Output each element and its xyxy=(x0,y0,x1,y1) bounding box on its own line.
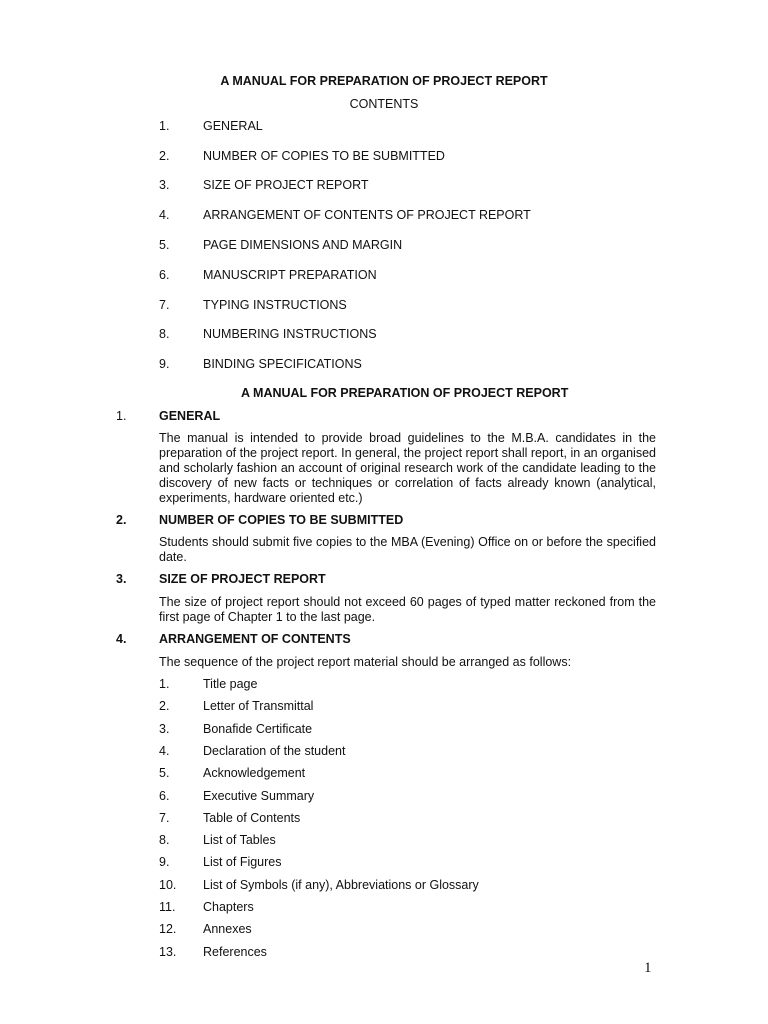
arrangement-item-label: Chapters xyxy=(203,900,254,914)
contents-item-label: MANUSCRIPT PREPARATION xyxy=(203,268,377,282)
arrangement-item-number: 1. xyxy=(159,677,170,691)
arrangement-item-label: Bonafide Certificate xyxy=(203,722,313,736)
contents-item-number: 4. xyxy=(159,208,170,222)
contents-item-number: 3. xyxy=(159,178,170,192)
arrangement-item-label: Title page xyxy=(203,677,258,691)
contents-heading: CONTENTS xyxy=(349,97,419,111)
arrangement-item-number: 5. xyxy=(159,766,170,780)
contents-item-label: ARRANGEMENT OF CONTENTS OF PROJECT REPORT xyxy=(203,208,531,222)
section-heading: NUMBER OF COPIES TO BE SUBMITTED xyxy=(159,513,404,527)
arrangement-item-label: Letter of Transmittal xyxy=(203,699,314,713)
arrangement-item-number: 11. xyxy=(159,900,176,914)
contents-item-number: 9. xyxy=(159,357,170,371)
arrangement-item-label: References xyxy=(203,945,267,959)
section-heading: GENERAL xyxy=(159,409,221,423)
contents-item-label: SIZE OF PROJECT REPORT xyxy=(203,178,369,192)
contents-item-label: NUMBERING INSTRUCTIONS xyxy=(203,327,377,341)
page-number: 1 xyxy=(644,960,652,976)
arrangement-item-number: 10. xyxy=(159,878,177,892)
arrangement-item-number: 4. xyxy=(159,744,170,758)
arrangement-item-number: 12. xyxy=(159,922,177,936)
arrangement-item-number: 7. xyxy=(159,811,170,825)
arrangement-item-label: Table of Contents xyxy=(203,811,301,825)
arrangement-item-number: 13. xyxy=(159,945,177,959)
section-body: Students should submit five copies to the MBA (Evening) Office on or before the specified date. xyxy=(159,535,656,564)
contents-item-number: 6. xyxy=(159,268,170,282)
contents-item-label: BINDING SPECIFICATIONS xyxy=(203,357,362,371)
arrangement-item-label: Executive Summary xyxy=(203,789,315,803)
contents-item-number: 5. xyxy=(159,238,170,252)
arrangement-item-number: 8. xyxy=(159,833,170,847)
contents-item-label: PAGE DIMENSIONS AND MARGIN xyxy=(203,238,403,252)
arrangement-item-number: 3. xyxy=(159,722,170,736)
section-body: The manual is intended to provide broad guidelines to the M.B.A. candidates in the preparation of the project report. In general, the project report shall report, in an organised and scholarly fashion an account of original research work of the candidate leading to the discovery of new facts or techniques or correlation of facts already known (analytical, experiments, hardware oriented etc.) xyxy=(159,431,656,505)
contents-item-number: 2. xyxy=(159,149,170,163)
section-number: 1. xyxy=(116,409,127,423)
contents-item-number: 7. xyxy=(159,298,170,312)
contents-item-label: TYPING INSTRUCTIONS xyxy=(203,298,347,312)
section-heading: SIZE OF PROJECT REPORT xyxy=(159,572,326,586)
contents-item-number: 8. xyxy=(159,327,170,341)
section-number: 2. xyxy=(116,513,127,527)
arrangement-item-label: Annexes xyxy=(203,922,252,936)
section-heading: ARRANGEMENT OF CONTENTS xyxy=(159,632,351,646)
arrangement-item-label: List of Figures xyxy=(203,855,282,869)
document-title: A MANUAL FOR PREPARATION OF PROJECT REPORT xyxy=(220,74,548,88)
section-number: 4. xyxy=(116,632,127,646)
arrangement-item-label: Declaration of the student xyxy=(203,744,346,758)
contents-item-number: 1. xyxy=(159,119,170,133)
arrangement-item-number: 2. xyxy=(159,699,170,713)
contents-item-label: GENERAL xyxy=(203,119,263,133)
section-body: The sequence of the project report material should be arranged as follows: xyxy=(159,655,572,669)
arrangement-item-label: List of Tables xyxy=(203,833,276,847)
section-number: 3. xyxy=(116,572,127,586)
arrangement-item-number: 6. xyxy=(159,789,170,803)
arrangement-item-number: 9. xyxy=(159,855,170,869)
contents-item-label: NUMBER OF COPIES TO BE SUBMITTED xyxy=(203,149,445,163)
section-body: The size of project report should not exceed 60 pages of typed matter reckoned from the first page of Chapter 1 to the last page. xyxy=(159,595,656,624)
arrangement-item-label: List of Symbols (if any), Abbreviations or Glossary xyxy=(203,878,479,892)
section-title: A MANUAL FOR PREPARATION OF PROJECT REPORT xyxy=(241,386,569,400)
arrangement-item-label: Acknowledgement xyxy=(203,766,306,780)
